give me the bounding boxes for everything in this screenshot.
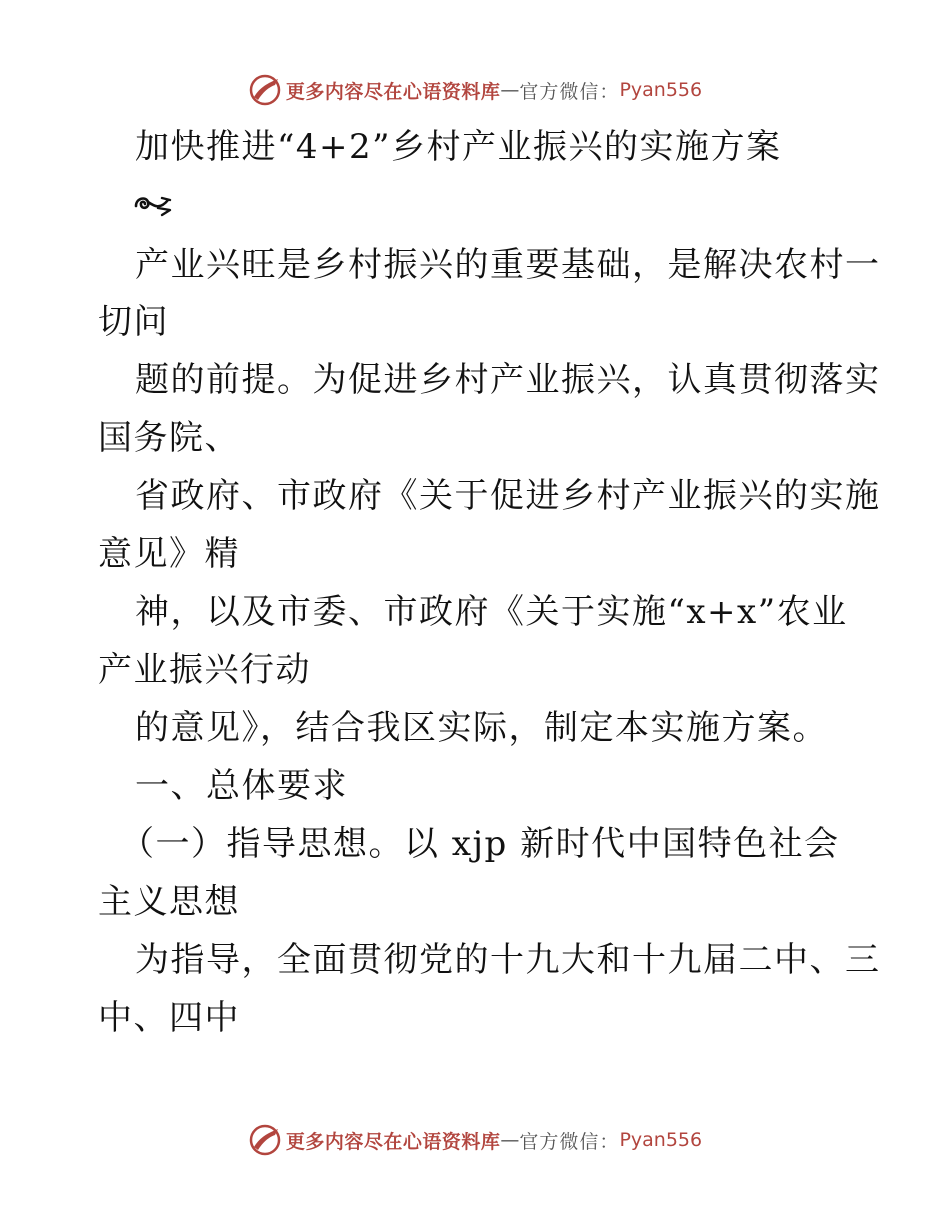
paragraph-line: 神，以及市委、市政府《关于实施“x+x”农业 bbox=[135, 592, 848, 632]
banner-wechat-id: Pyan556 bbox=[619, 1129, 703, 1151]
banner-wechat-label: 官方微信： bbox=[519, 1130, 620, 1153]
brand-logo-icon bbox=[248, 73, 282, 107]
paragraph-line: 省政府、市政府《关于促进乡村产业振兴的实施 bbox=[135, 476, 881, 516]
document-title: 加快推进“4+2”乡村产业振兴的实施方案 bbox=[135, 127, 782, 167]
banner-brand-text: 更多内容尽在心语资料库 bbox=[285, 80, 501, 103]
paragraph-line: 为指导，全面贯彻党的十九大和十九届二中、三 bbox=[135, 940, 881, 980]
paragraph-line: 题的前提。为促进乡村产业振兴，认真贯彻落实 bbox=[135, 360, 881, 400]
banner-wechat-label: 官方微信： bbox=[519, 80, 620, 103]
paragraph-line: 中、四中 bbox=[98, 998, 240, 1038]
banner-separator: — bbox=[500, 79, 520, 101]
banner-wechat-id: Pyan556 bbox=[619, 79, 703, 101]
header-banner bbox=[0, 70, 950, 110]
paragraph-line: （一）指导思想。以 xjp 新时代中国特色社会 bbox=[120, 824, 840, 864]
paragraph-line: 主义思想 bbox=[98, 882, 240, 922]
banner-separator: — bbox=[500, 1129, 520, 1151]
paragraph-line: 切问 bbox=[98, 302, 169, 342]
banner-brand-text: 更多内容尽在心语资料库 bbox=[285, 1130, 501, 1153]
footer-banner bbox=[0, 1120, 950, 1160]
swirl-ornament-icon bbox=[132, 188, 174, 222]
paragraph-line: 产业兴旺是乡村振兴的重要基础，是解决农村一 bbox=[135, 245, 881, 285]
paragraph-line: 的意见》，结合我区实际，制定本实施方案。 bbox=[135, 708, 828, 748]
paragraph-line: 国务院、 bbox=[98, 418, 240, 458]
section-heading: 一、总体要求 bbox=[135, 766, 348, 806]
brand-logo-icon bbox=[248, 1123, 282, 1157]
paragraph-line: 产业振兴行动 bbox=[98, 650, 311, 690]
paragraph-line: 意见》精 bbox=[98, 534, 240, 574]
